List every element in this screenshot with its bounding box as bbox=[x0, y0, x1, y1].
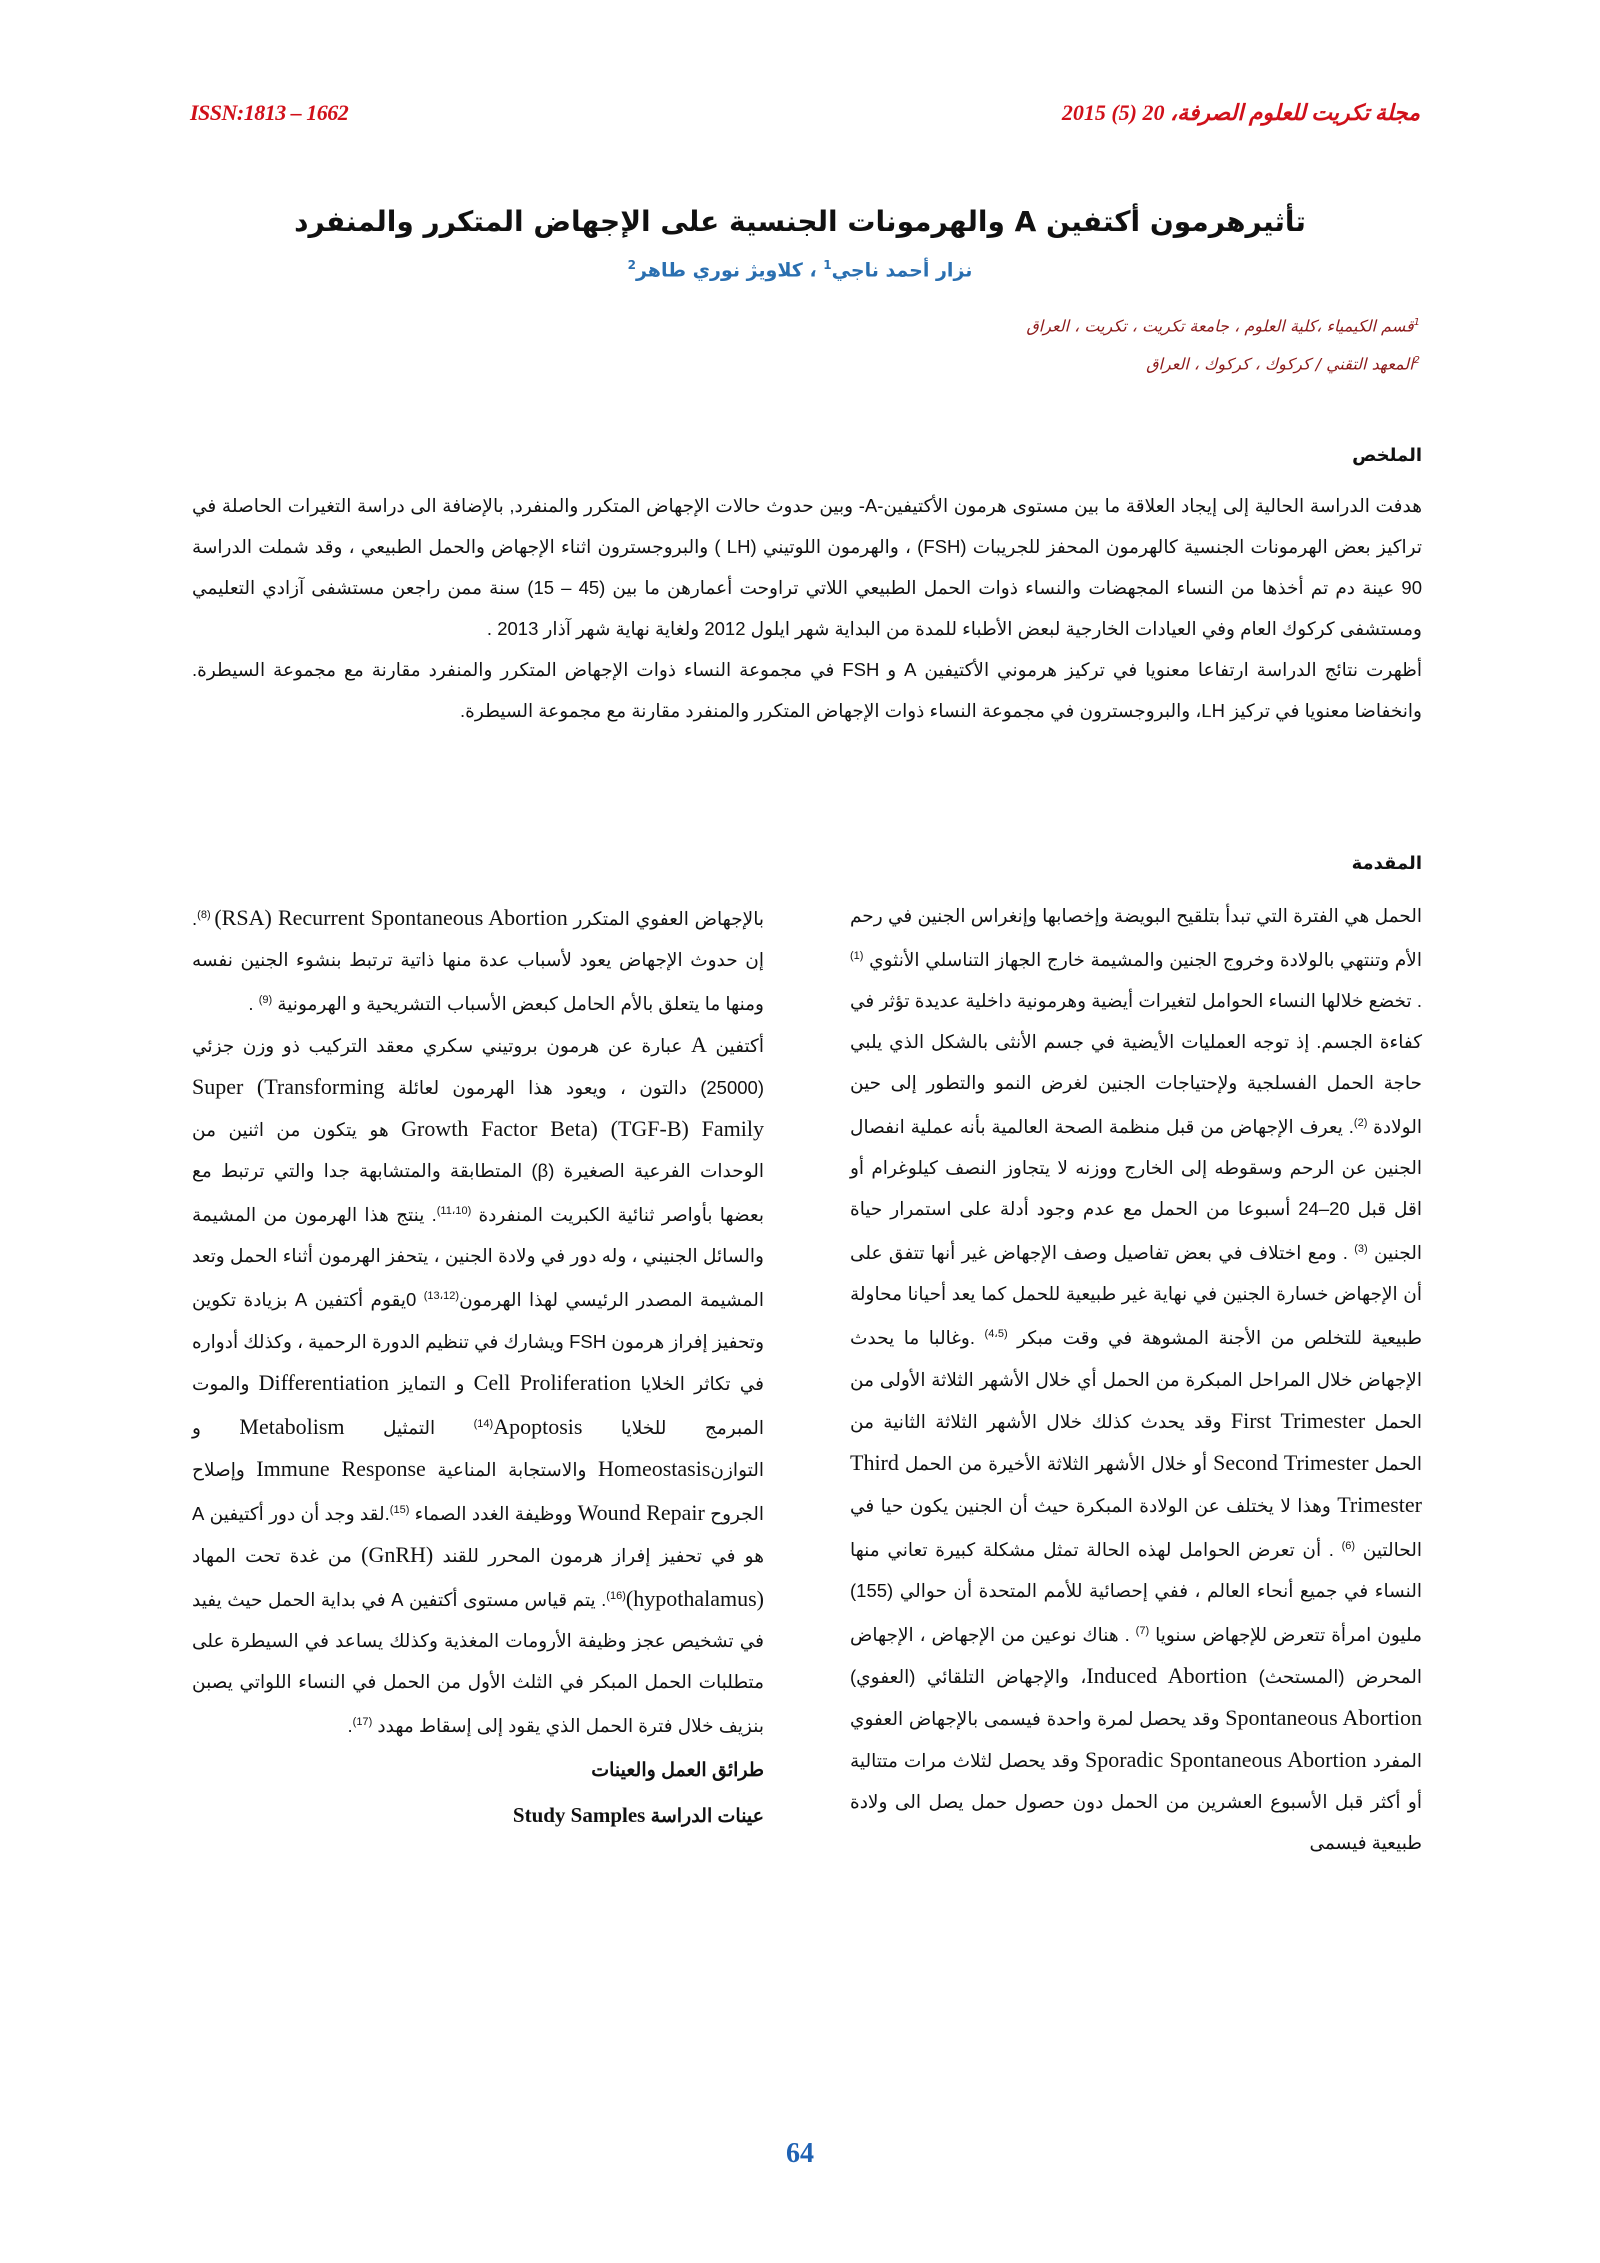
citation-ref: (13،12) bbox=[423, 1290, 460, 1303]
citation-ref: (3) bbox=[1354, 1243, 1368, 1256]
citation-ref: (4،5) bbox=[984, 1328, 1008, 1341]
citation-ref: (11،10) bbox=[436, 1205, 472, 1218]
page-number: 64 bbox=[786, 2138, 814, 2169]
affiliation-item bbox=[520, 305, 1420, 343]
citation-ref: (2) bbox=[1353, 1117, 1368, 1130]
text-run: وإصلاح الجروح bbox=[192, 1458, 764, 1524]
citation-ref: (6) bbox=[1341, 1539, 1356, 1552]
text-run: . bbox=[248, 993, 259, 1015]
author-affil-marker: 2 bbox=[627, 258, 636, 272]
author-name: نزار أحمد ناجي bbox=[831, 259, 973, 282]
latin-term: Spontaneous Abortion bbox=[1225, 1704, 1422, 1730]
study-samples-heading bbox=[192, 1795, 764, 1837]
author-affil-marker: 1 bbox=[823, 258, 832, 272]
text-run: ، والإجهاض التلقائي (العفوي) bbox=[850, 1665, 1087, 1687]
latin-term: Metabolism bbox=[239, 1413, 345, 1439]
body-paragraph bbox=[850, 895, 1422, 1863]
intro-right-column bbox=[850, 895, 1422, 1863]
text-run: الحمل هي الفترة التي تبدأ بتلقيح البويضة وإخصابها وإنغراس الجنين في رحم الأم وتنتهي بالولادة وخروج الجنين والمشيمة خارج الجهاز التناسلي الأنثوي bbox=[850, 905, 1422, 971]
affiliation-marker: 2 bbox=[1413, 355, 1420, 367]
affiliation-text: قسم الكيمياء ،كلية العلوم ، جامعة تكريت ، تكريت ، العراق bbox=[1026, 316, 1414, 336]
latin-term: Third Trimester bbox=[850, 1449, 1422, 1517]
issn-label: ISSN:1813 – 1662 bbox=[190, 100, 349, 125]
abstract-heading: الملخص bbox=[1352, 445, 1422, 466]
citation-ref: (1) bbox=[850, 950, 864, 962]
latin-term: A bbox=[690, 1032, 707, 1058]
text-run: وقد يحصل لمرة واحدة فيسمى بالإجهاض العفوي المفرد bbox=[850, 1707, 1422, 1771]
subheading-latin: Study Samples bbox=[512, 1803, 646, 1828]
text-run: بالإجهاض العفوي المتكرر bbox=[567, 908, 764, 930]
text-run: من غدة تحت المهاد bbox=[192, 1544, 362, 1566]
text-run: وقد يحدث كذلك خلال الأشهر الثلاثة الثانية من الحمل bbox=[850, 1410, 1422, 1474]
text-run: . bbox=[347, 1715, 353, 1737]
text-run: . يعرف الإجهاض من قبل منظمة الصحة العالمية بأنه عملية انفصال الجنين عن الرحم وسقوطه إلى الخارج ووزنه لا يتجاوز النصف كيلوغرام أو اقل قبل 20–24 أسبوعا من الحمل مع عدم وجود أدلة على استمرار حياة الجنين bbox=[850, 1116, 1422, 1264]
author-separator: ، bbox=[802, 259, 824, 282]
affiliation-text: المعهد التقني / كركوك ، كركوك ، العراق bbox=[1146, 354, 1414, 374]
latin-term: Immune Response bbox=[256, 1455, 426, 1481]
running-header bbox=[190, 100, 1420, 140]
latin-term: (GnRH) bbox=[361, 1541, 434, 1567]
citation-ref: (9) bbox=[258, 994, 273, 1007]
methods-heading: طرائق العمل والعينات bbox=[591, 1760, 764, 1782]
text-run: .وغالبا ما يحدث الإجهاض خلال المراحل المبكرة من الحمل أي خلال الأشهر الثلاثة الأولى من الحمل bbox=[850, 1327, 1422, 1432]
journal-citation: مجلة تكريت للعلوم الصرفة، 20 (5) 2015 bbox=[1061, 100, 1420, 125]
text-run: وهذا لا يختلف عن الولادة المبكرة حيث أن الجنين يكون حيا في الحالتين bbox=[850, 1494, 1422, 1560]
citation-ref: (14) bbox=[473, 1417, 494, 1430]
text-run: و التوازن bbox=[192, 1416, 764, 1480]
text-run: . أن تعرض الحوامل لهذه الحالة تمثل مشكلة كبيرة تعاني منها النساء في جميع أنحاء العالم ، ففي إحصائية للأمم المتحدة أن حوالي (155) مليون امرأة تتعرض للإجهاض سنويا bbox=[850, 1538, 1422, 1645]
paper-title: تأثيرهرمون أكتفين A والهرمونات الجنسية على الإجهاض المتكرر والمنفرد bbox=[294, 205, 1306, 238]
latin-term: Induced Abortion bbox=[1086, 1662, 1248, 1688]
latin-term: Second Trimester bbox=[1213, 1449, 1369, 1475]
text-run: أو خلال الأشهر الثلاثة الأخيرة من الحمل bbox=[898, 1452, 1214, 1474]
latin-term: Wound Repair bbox=[577, 1499, 705, 1525]
author-name: كلاويژ نوري طاهر bbox=[635, 259, 803, 282]
text-run: و التمايز bbox=[388, 1372, 474, 1394]
text-run: .لقد وجد أن دور أكتيفين A هو في تحفيز إفراز هرمون المحرر للقند bbox=[192, 1502, 764, 1566]
text-run: التمثيل bbox=[344, 1416, 474, 1438]
citation-ref: (16) bbox=[606, 1589, 626, 1602]
latin-term: (RSA) Recurrent Spontaneous Abortion bbox=[214, 905, 568, 931]
text-run: ووظيفة الغدد الصماء bbox=[409, 1502, 578, 1524]
text-run: . إن حدوث الإجهاض يعود لأسباب عدة منها ذاتية ترتبط بنشوء الجنين نفسه ومنها ما يتعلق بالأم الحامل كبعض الأسباب التشريحية و الهرمونية bbox=[192, 908, 764, 1015]
text-run: . هناك نوعين من الإجهاض ، الإجهاض المحرض (المستحث) bbox=[850, 1623, 1422, 1687]
text-run: والاستجابة المناعية bbox=[425, 1458, 598, 1480]
intro-left-column bbox=[192, 895, 764, 1837]
latin-term: (hypothalamus) bbox=[625, 1586, 764, 1612]
latin-term: Sporadic Spontaneous Abortion bbox=[1085, 1746, 1367, 1772]
citation-ref: (17) bbox=[352, 1716, 373, 1729]
text-run: هو يتكون من اثنين من الوحدات الفرعية الصغيرة (β) المتطابقة والمتشابهة جدا والتي ترتبط مع بعضها بأواصر ثنائية الكبريت المنفردة bbox=[192, 1119, 764, 1226]
citation-ref: (8) bbox=[197, 909, 215, 921]
latin-term: Apoptosis bbox=[493, 1413, 583, 1439]
body-paragraph bbox=[192, 895, 764, 1024]
citation-ref: (7) bbox=[1135, 1624, 1150, 1637]
affiliation-marker: 1 bbox=[1413, 317, 1420, 328]
abstract-paragraph: أظهرت نتائج الدراسة ارتفاعا معنويا في تركيز هرموني الأكتيفين A و FSH في مجموعة النساء ذوات الإجهاض المتكرر والمنفرد مقارنة مع مجموعة السيطرة. وانخفاضا معنويا في تركيز LH، والبروجسترون في مجموعة النساء ذوات الإجهاض المتكرر والمنفرد مقارنة مع مجموعة السيطرة. bbox=[192, 659, 1422, 721]
author-line bbox=[400, 258, 1200, 281]
latin-term: First Trimester bbox=[1230, 1407, 1366, 1433]
text-run: عبارة عن هرمون بروتيني سكري معقد التركيب ذو وزن جزئي (25000) دالتون ، ويعود هذا الهرمون لعائلة bbox=[192, 1035, 764, 1099]
abstract-paragraph: هدفت الدراسة الحالية إلى إيجاد العلاقة ما بين مستوى هرمون الأكتيفين-A- وبين حدوث حالات الإجهاض المتكرر والمنفرد, بالإضافة الى دراسة التغيرات الحاصلة في تراكيز بعض الهرمونات الجنسية كالهرمون المحفز للجريبات (FSH) ، والهرمون اللوتيني (LH ) والبروجسترون اثناء الإجهاض والحمل الطبيعي ، وقد شملت الدراسة 90 عينة دم تم أخذها من النساء المجهضات والنساء ذوات الحمل الطبيعي اللاتي تراوحت أعمارهن ما بين (45 – 15) سنة ممن راجعن مستشفى آزادي التعليمي ومستشفى كركوك العام وفي العيادات الخارجية لبعض الأطباء للمدة من البداية شهر ايلول 2012 ولغاية نهاية شهر آذار 2013 . bbox=[192, 495, 1423, 639]
latin-term: Super (Transforming Growth Factor Beta) (TGF-B) Family bbox=[192, 1074, 765, 1142]
text-run: والموت المبرمج للخلايا bbox=[192, 1372, 765, 1438]
latin-term: Cell Proliferation bbox=[473, 1369, 632, 1395]
text-run: . ومع اختلاف في بعض تفاصيل وصف الإجهاض غير أنها تتفق على أن الإجهاض خسارة الجنين في نهاية غير طبيعية للحمل كما يعد أحيانا محاولة طبيعية للتخلص من الأجنة المشوهة في وقت مبكر bbox=[850, 1242, 1422, 1349]
text-run: . يتم قياس مستوى أكتفين A في بداية الحمل حيث يفيد في تشخيص عجز وظيفة الأرومات المغذية وكذلك يساعد في السيطرة على متطلبات الحمل المبكر في الثلث الأول من الحمل في النساء اللواتي يصبن بنزيف خلال فترة الحمل الذي يقود إلى إسقاط مهدد bbox=[192, 1589, 764, 1737]
text-run: . ينتج هذا الهرمون من المشيمة والسائل الجنيني ، وله دور في ولادة الجنين ، يتحفز الهرمون أثناء الحمل وتعد المشيمة المصدر الرئيسي لهذا الهرمون bbox=[192, 1204, 764, 1311]
affiliation-item bbox=[520, 343, 1420, 381]
latin-term: Homeostasis bbox=[597, 1455, 711, 1481]
text-run: وقد يحصل لثلاث مرات متتالية أو أكثر قبل الأسبوع العشرين من الحمل دون حصول حمل يصل الى ولادة طبيعية فيسمى bbox=[850, 1749, 1422, 1853]
text-run: 0يقوم أكتفين A بزيادة تكوين وتحفيز إفراز هرمون FSH ويشارك في تنظيم الدورة الرحمية ، وكذلك أدواره في تكاثر الخلايا bbox=[192, 1289, 765, 1394]
citation-ref: (15) bbox=[389, 1503, 410, 1516]
body-paragraph bbox=[192, 1024, 764, 1746]
subheading-arabic: عينات الدراسة bbox=[645, 1806, 764, 1828]
latin-term: Differentiation bbox=[258, 1369, 389, 1395]
text-run: أكتفين bbox=[706, 1035, 764, 1057]
affiliations bbox=[520, 305, 1420, 382]
abstract-body bbox=[192, 485, 1422, 731]
text-run: . تخضع خلالها النساء الحوامل لتغيرات أيضية وهرمونية داخلية عديدة تؤثر في كفاءة الجسم. إذ توجه العمليات الأيضية في جسم الأنثى بالشكل الذي يلبي حاجة الحمل الفسلجية ولإحتياجات الجنين لغرض النمو والتطور إلى حين الولادة bbox=[850, 990, 1422, 1138]
introduction-heading: المقدمة bbox=[1351, 853, 1422, 874]
